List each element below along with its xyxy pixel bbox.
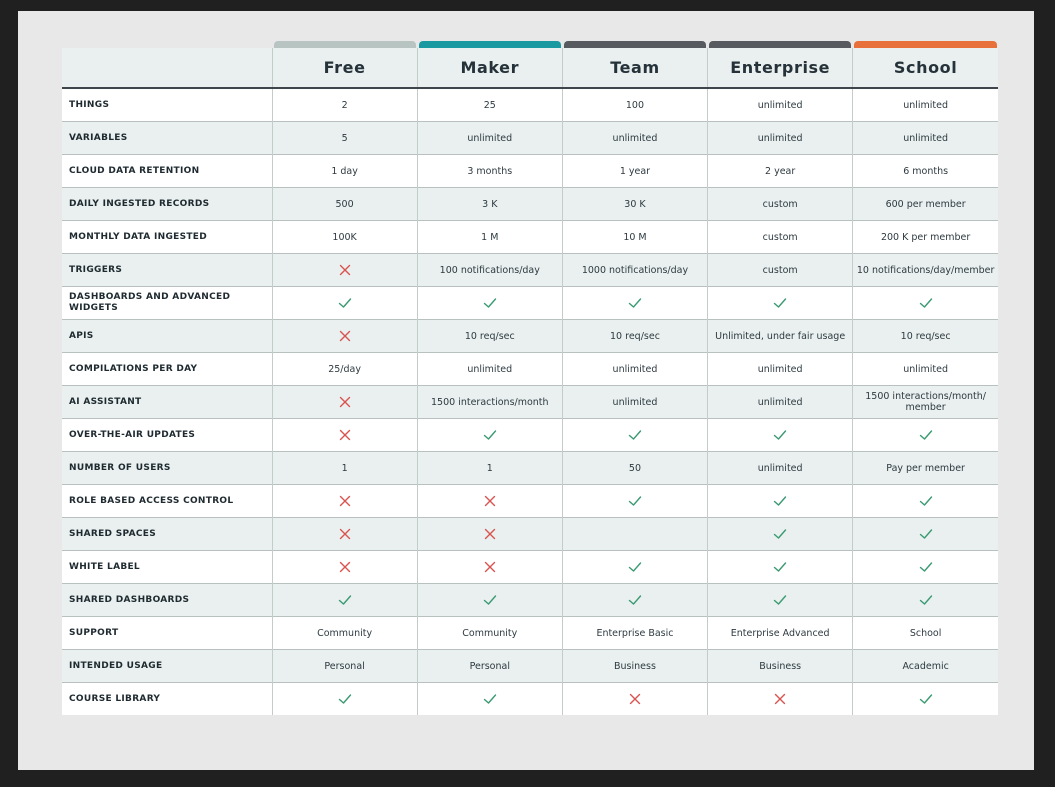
feature-value: 6 months (853, 155, 998, 188)
feature-value: 25/day (272, 353, 417, 386)
check-icon (773, 296, 787, 310)
feature-label: APIS (62, 320, 272, 353)
feature-label: CLOUD DATA RETENTION (62, 155, 272, 188)
check-icon (773, 527, 787, 541)
feature-value (417, 518, 562, 551)
plan-header-team (562, 48, 707, 88)
feature-row (62, 320, 998, 353)
check-icon (773, 494, 787, 508)
feature-row (62, 485, 998, 518)
feature-value: 1500 interactions/month/ member (853, 386, 998, 419)
feature-value (708, 419, 853, 452)
cross-icon (338, 494, 352, 508)
feature-value (417, 683, 562, 716)
feature-value: Business (708, 650, 853, 683)
check-icon (628, 494, 642, 508)
feature-value (562, 287, 707, 320)
feature-value: 1 M (417, 221, 562, 254)
feature-value: unlimited (417, 122, 562, 155)
feature-value (853, 485, 998, 518)
feature-value: Business (562, 650, 707, 683)
feature-label: COURSE LIBRARY (62, 683, 272, 716)
feature-row (62, 551, 998, 584)
feature-label: OVER-THE-AIR UPDATES (62, 419, 272, 452)
feature-value (272, 419, 417, 452)
feature-value: unlimited (708, 88, 853, 122)
cross-icon (628, 692, 642, 706)
plan-accent-bar (274, 41, 416, 48)
feature-value: Personal (417, 650, 562, 683)
feature-value (853, 518, 998, 551)
feature-value: unlimited (562, 353, 707, 386)
feature-value (417, 419, 562, 452)
feature-value (708, 551, 853, 584)
plan-header-enterprise (708, 48, 853, 88)
plan-accent-bar (564, 41, 706, 48)
feature-value (562, 551, 707, 584)
feature-label: DAILY INGESTED RECORDS (62, 188, 272, 221)
check-icon (628, 296, 642, 310)
feature-value (853, 287, 998, 320)
feature-row (62, 353, 998, 386)
feature-value (853, 683, 998, 716)
feature-value (272, 287, 417, 320)
feature-value (417, 584, 562, 617)
feature-value: unlimited (853, 122, 998, 155)
feature-value: 200 K per member (853, 221, 998, 254)
feature-row (62, 221, 998, 254)
feature-value: 10 req/sec (417, 320, 562, 353)
check-icon (338, 593, 352, 607)
feature-value: 1000 notifications/day (562, 254, 707, 287)
feature-value (708, 287, 853, 320)
feature-value (562, 518, 707, 551)
feature-value (272, 518, 417, 551)
feature-value: custom (708, 221, 853, 254)
cross-icon (338, 428, 352, 442)
feature-value: unlimited (708, 122, 853, 155)
feature-label: TRIGGERS (62, 254, 272, 287)
plan-header-row (62, 48, 998, 88)
feature-value (272, 683, 417, 716)
feature-value (562, 419, 707, 452)
feature-value: 1 (272, 452, 417, 485)
feature-value (562, 683, 707, 716)
cross-icon (338, 329, 352, 343)
plan-accent-bar (419, 41, 561, 48)
feature-label: INTENDED USAGE (62, 650, 272, 683)
feature-value: 3 K (417, 188, 562, 221)
plan-name: Enterprise (730, 58, 831, 77)
feature-value: 10 req/sec (562, 320, 707, 353)
feature-label: WHITE LABEL (62, 551, 272, 584)
feature-value: unlimited (708, 452, 853, 485)
feature-value: 1 (417, 452, 562, 485)
feature-row (62, 683, 998, 716)
check-icon (338, 692, 352, 706)
feature-value: custom (708, 188, 853, 221)
feature-value (708, 485, 853, 518)
plan-name: Team (610, 58, 660, 77)
feature-value: 1500 interactions/month (417, 386, 562, 419)
feature-value (853, 551, 998, 584)
plan-comparison (62, 48, 998, 715)
feature-row (62, 188, 998, 221)
feature-value: 50 (562, 452, 707, 485)
feature-label: VARIABLES (62, 122, 272, 155)
feature-value (562, 485, 707, 518)
feature-value: 10 M (562, 221, 707, 254)
feature-value: Personal (272, 650, 417, 683)
feature-value: 1 year (562, 155, 707, 188)
feature-row (62, 122, 998, 155)
feature-value (272, 485, 417, 518)
feature-value: 5 (272, 122, 417, 155)
feature-value: 2 year (708, 155, 853, 188)
plan-header-free (272, 48, 417, 88)
feature-value: School (853, 617, 998, 650)
feature-row (62, 386, 998, 419)
feature-row (62, 287, 998, 320)
feature-row (62, 617, 998, 650)
check-icon (773, 428, 787, 442)
feature-value: 1 day (272, 155, 417, 188)
feature-value: 100K (272, 221, 417, 254)
feature-value: unlimited (562, 122, 707, 155)
plan-accent-bar (854, 41, 997, 48)
check-icon (919, 428, 933, 442)
cross-icon (483, 527, 497, 541)
feature-value: Academic (853, 650, 998, 683)
feature-value (853, 584, 998, 617)
feature-value: unlimited (853, 353, 998, 386)
feature-value: unlimited (417, 353, 562, 386)
feature-value: Community (417, 617, 562, 650)
check-icon (773, 560, 787, 574)
feature-value (272, 551, 417, 584)
feature-value: 10 req/sec (853, 320, 998, 353)
plan-header-school (853, 48, 998, 88)
feature-value: Unlimited, under fair usage (708, 320, 853, 353)
plan-header-maker (417, 48, 562, 88)
check-icon (338, 296, 352, 310)
feature-value: 25 (417, 88, 562, 122)
feature-row (62, 518, 998, 551)
feature-value: Enterprise Advanced (708, 617, 853, 650)
feature-label: SHARED DASHBOARDS (62, 584, 272, 617)
feature-label: SUPPORT (62, 617, 272, 650)
check-icon (919, 593, 933, 607)
check-icon (628, 560, 642, 574)
cross-icon (483, 560, 497, 574)
feature-label: SHARED SPACES (62, 518, 272, 551)
feature-rows (62, 88, 998, 715)
feature-value (853, 419, 998, 452)
check-icon (773, 593, 787, 607)
plan-name: School (893, 58, 958, 77)
screenshot-frame (18, 11, 1034, 770)
check-icon (919, 494, 933, 508)
feature-value (708, 518, 853, 551)
feature-row (62, 254, 998, 287)
feature-row (62, 419, 998, 452)
feature-value (708, 683, 853, 716)
header-corner (62, 48, 272, 88)
feature-row (62, 650, 998, 683)
check-icon (483, 296, 497, 310)
feature-value: custom (708, 254, 853, 287)
feature-label: MONTHLY DATA INGESTED (62, 221, 272, 254)
feature-value: 30 K (562, 188, 707, 221)
feature-value (417, 287, 562, 320)
feature-value: unlimited (562, 386, 707, 419)
check-icon (483, 593, 497, 607)
feature-label: THINGS (62, 88, 272, 122)
cross-icon (338, 527, 352, 541)
check-icon (919, 692, 933, 706)
feature-value (272, 254, 417, 287)
plan-name: Maker (460, 58, 520, 77)
feature-label: COMPILATIONS PER DAY (62, 353, 272, 386)
feature-value: 2 (272, 88, 417, 122)
plan-accent-bar (709, 41, 851, 48)
feature-value: 500 (272, 188, 417, 221)
feature-label: DASHBOARDS AND ADVANCED WIDGETS (62, 287, 272, 320)
cross-icon (338, 263, 352, 277)
feature-value: 100 (562, 88, 707, 122)
feature-label: NUMBER OF USERS (62, 452, 272, 485)
feature-value (708, 584, 853, 617)
check-icon (483, 692, 497, 706)
check-icon (919, 527, 933, 541)
feature-value: Community (272, 617, 417, 650)
feature-row (62, 155, 998, 188)
feature-row (62, 584, 998, 617)
feature-label: AI ASSISTANT (62, 386, 272, 419)
plan-name: Free (323, 58, 366, 77)
feature-value: unlimited (853, 88, 998, 122)
feature-value (272, 386, 417, 419)
feature-value: 600 per member (853, 188, 998, 221)
plan-comparison-table (62, 48, 998, 715)
feature-row (62, 452, 998, 485)
cross-icon (338, 395, 352, 409)
check-icon (628, 593, 642, 607)
feature-value: 100 notifications/day (417, 254, 562, 287)
check-icon (628, 428, 642, 442)
feature-value: 10 notifications/day/member (853, 254, 998, 287)
check-icon (483, 428, 497, 442)
cross-icon (773, 692, 787, 706)
feature-value (417, 551, 562, 584)
feature-value (562, 584, 707, 617)
cross-icon (338, 560, 352, 574)
check-icon (919, 296, 933, 310)
feature-value: unlimited (708, 353, 853, 386)
feature-value: Pay per member (853, 452, 998, 485)
check-icon (919, 560, 933, 574)
feature-value (272, 584, 417, 617)
feature-label: ROLE BASED ACCESS CONTROL (62, 485, 272, 518)
feature-value: Enterprise Basic (562, 617, 707, 650)
feature-value: unlimited (708, 386, 853, 419)
feature-row (62, 88, 998, 122)
feature-value (417, 485, 562, 518)
cross-icon (483, 494, 497, 508)
feature-value (272, 320, 417, 353)
feature-value: 3 months (417, 155, 562, 188)
